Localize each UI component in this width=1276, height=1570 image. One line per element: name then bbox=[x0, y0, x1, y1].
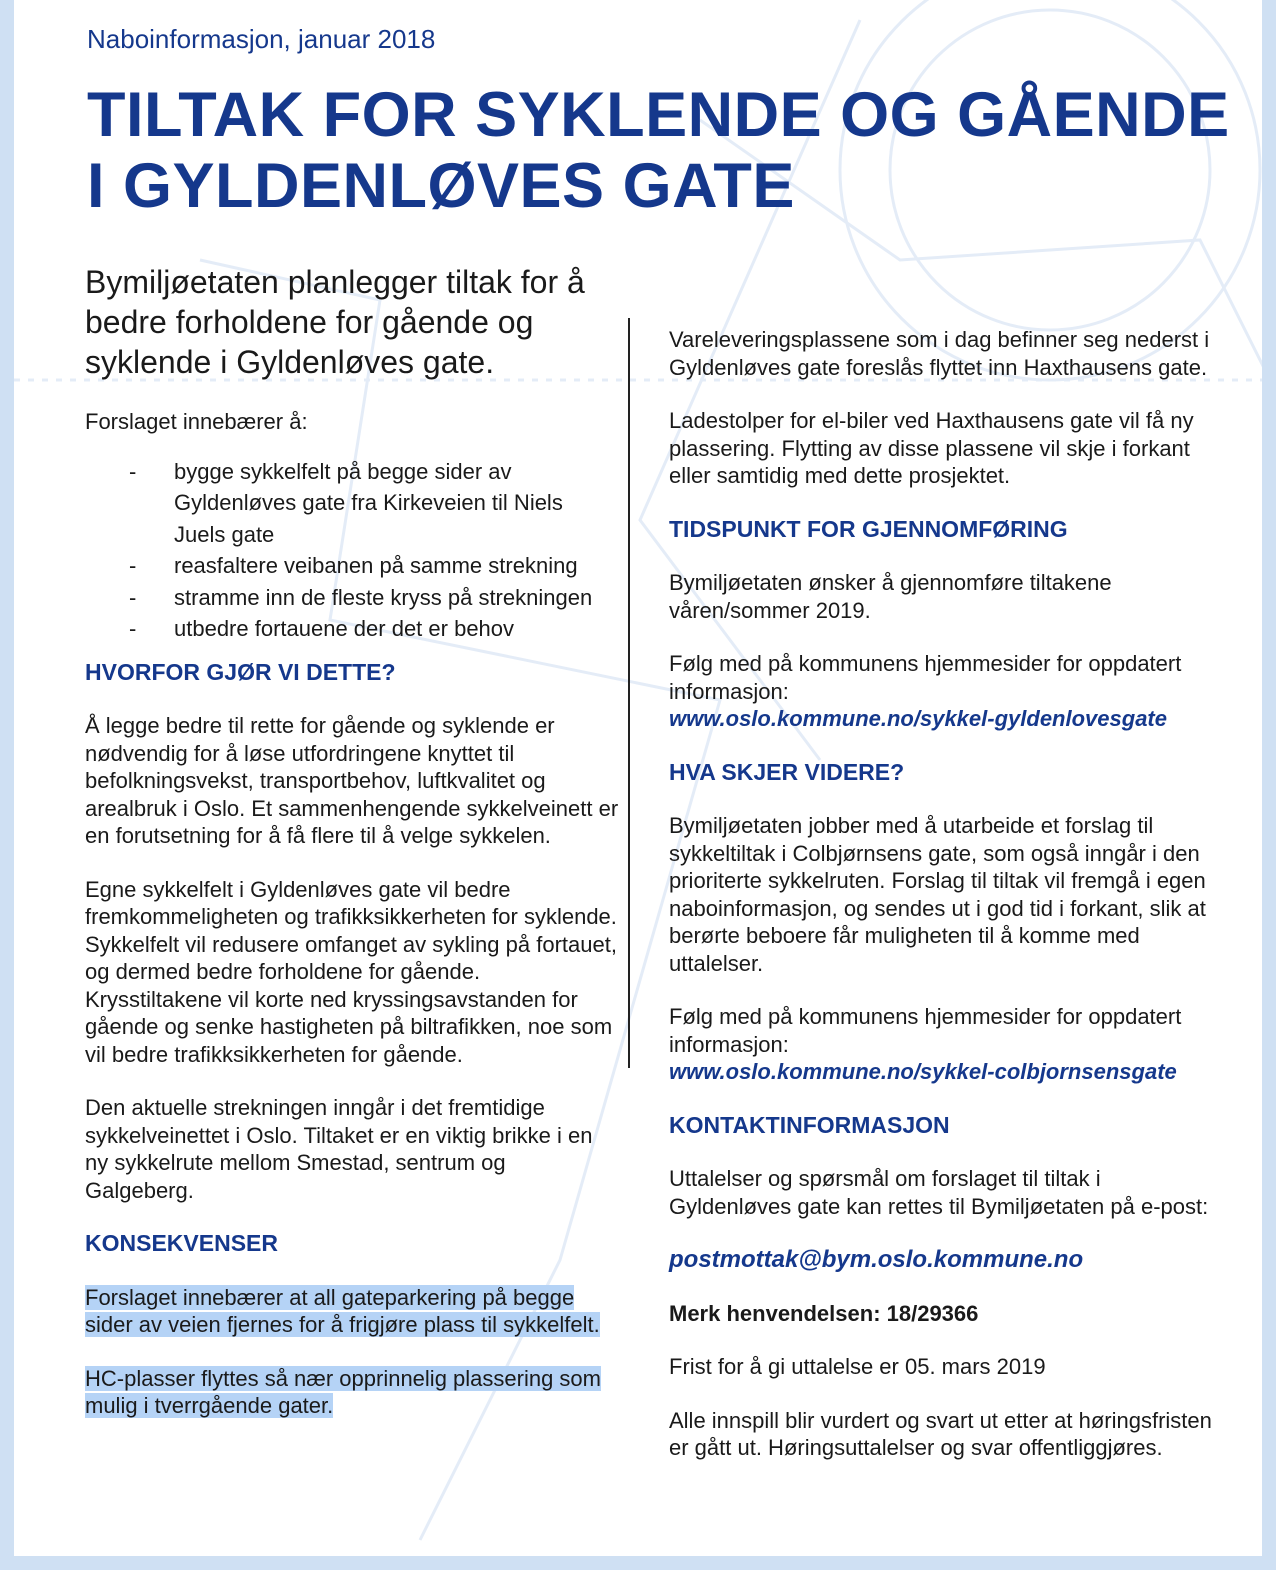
proposal-list bbox=[85, 456, 620, 645]
closing-paragraph: Alle innspill blir vurdert og svart ut etter at høringsfristen er gått ut. Høringsuttalelser og svar offentliggjøres. bbox=[669, 1407, 1212, 1460]
why-paragraph-3: Den aktuelle strekningen inngår i det fremtidige sykkelveinettet i Oslo. Tiltaket er en viktig brikke i en ny sykkelrute mellom Smestad, sentrum og Galgeberg. bbox=[85, 1095, 593, 1203]
why-heading: HVORFOR GJØR VI DETTE? bbox=[85, 658, 396, 685]
timing-heading: TIDSPUNKT FOR GJENNOMFØRING bbox=[669, 515, 1068, 542]
deadline-line: Frist for å gi uttalelse er 05. mars 2019 bbox=[669, 1354, 1046, 1379]
consequences-paragraph-2 bbox=[85, 1365, 620, 1420]
delivery-paragraph: Vareleveringsplassene som i dag befinner seg nederst i Gyldenløves gate foreslås flyttet inn Haxthausens gate. bbox=[669, 327, 1210, 380]
dash-marker: - bbox=[129, 616, 137, 641]
highlighted-text: Forslaget innebærer at all gateparkering på begge sider av veien fjernes for å frigjøre plass til sykkelfelt. bbox=[85, 1284, 600, 1337]
why-paragraph-1: Å legge bedre til rette for gående og syklende er nødvendig for å løse utfordringene knyttet til befolkningsvekst, transportbehov, luftkvalitet og arealbruk i Oslo. Et sammenhengende sykkelveinett er en forutsetning for å få flere til å velge sykkelen. bbox=[85, 713, 619, 848]
follow-paragraph-2: Følg med på kommunens hjemmesider for oppdatert informasjon: www.oslo.kommune.no/sykkel-colbjornsensgate bbox=[669, 1004, 1182, 1084]
next-steps-paragraph: Bymiljøetaten jobber med å utarbeide et forslag til sykkeltiltak i Colbjørnsens gate, som også inngår i den prioriterte sykkelruten. Forslag til tiltak vil fremgå i egen naboinformasjon, og sendes ut i god tid i forkant, slik at berørte beboere får muligheten til å komme med uttalelser. bbox=[669, 813, 1206, 976]
list-item: - bygge sykkelfelt på begge sider av Gyldenløves gate fra Kirkeveien til Niels Juels gate bbox=[85, 456, 620, 551]
proposal-lead: Forslaget innebærer å: bbox=[85, 409, 308, 434]
next-steps-heading: HVA SKJER VIDERE? bbox=[669, 758, 905, 785]
document-title: TILTAK FOR SYKLENDE OG GÅENDE I GYLDENLØVES GATE bbox=[87, 80, 1230, 221]
contact-heading: KONTAKTINFORMASJON bbox=[669, 1111, 950, 1138]
email-link[interactable]: postmottak@bym.oslo.kommune.no bbox=[669, 1246, 1084, 1273]
follow-paragraph-1: Følg med på kommunens hjemmesider for oppdatert informasjon: www.oslo.kommune.no/sykkel-gyldenlovesgate bbox=[669, 651, 1182, 731]
gyldenlovesgate-link[interactable]: www.oslo.kommune.no/sykkel-gyldenlovesgate bbox=[669, 706, 1167, 731]
document-kicker: Naboinformasjon, januar 2018 bbox=[87, 24, 436, 54]
consequences-paragraph-1 bbox=[85, 1284, 620, 1339]
intro-paragraph: Bymiljøetaten planlegger tiltak for å bedre forholdene for gående og syklende i Gyldenløves gate. bbox=[85, 264, 585, 380]
colbjornsensgate-link[interactable]: www.oslo.kommune.no/sykkel-colbjornsensgate bbox=[669, 1059, 1177, 1084]
why-paragraph-2: Egne sykkelfelt i Gyldenløves gate vil bedre fremkommeligheten og trafikksikkerheten for syklende. Sykkelfelt vil redusere omfanget av sykling på fortauet, og dermed bedre forholdene for gående. Krysstiltakene vil korte ned kryssingsavstanden for gående og senke hastigheten på biltrafikken, noe som vil bedre trafikksikkerheten for gående. bbox=[85, 876, 617, 1067]
list-item: - reasfaltere veibanen på samme strekning bbox=[85, 550, 620, 582]
contact-paragraph: Uttalelser og spørsmål om forslaget til tiltak i Gyldenløves gate kan rettes til Bymiljøetaten på e-post: bbox=[669, 1166, 1209, 1219]
right-column bbox=[669, 326, 1214, 1488]
reference-line: Merk henvendelsen: 18/29366 bbox=[669, 1300, 979, 1326]
consequences-heading: KONSEKVENSER bbox=[85, 1230, 278, 1256]
left-column bbox=[85, 262, 620, 1446]
email-line bbox=[669, 1246, 1214, 1274]
column-divider bbox=[628, 318, 630, 1068]
highlighted-text: HC-plasser flyttes så nær opprinnelig plassering som mulig i tverrgående gater. bbox=[85, 1365, 601, 1418]
dash-marker: - bbox=[129, 553, 137, 578]
timing-paragraph: Bymiljøetaten ønsker å gjennomføre tiltakene våren/sommer 2019. bbox=[669, 570, 1112, 623]
list-item: - stramme inn de fleste kryss på strekningen bbox=[85, 582, 620, 614]
dash-marker: - bbox=[129, 458, 137, 484]
charging-paragraph: Ladestolper for el-biler ved Haxthausens gate vil få ny plassering. Flytting av disse plassene vil skje i forkant eller samtidig med dette prosjektet. bbox=[669, 408, 1194, 488]
dash-marker: - bbox=[129, 584, 137, 610]
list-item: - utbedre fortauene der det er behov bbox=[85, 613, 620, 645]
